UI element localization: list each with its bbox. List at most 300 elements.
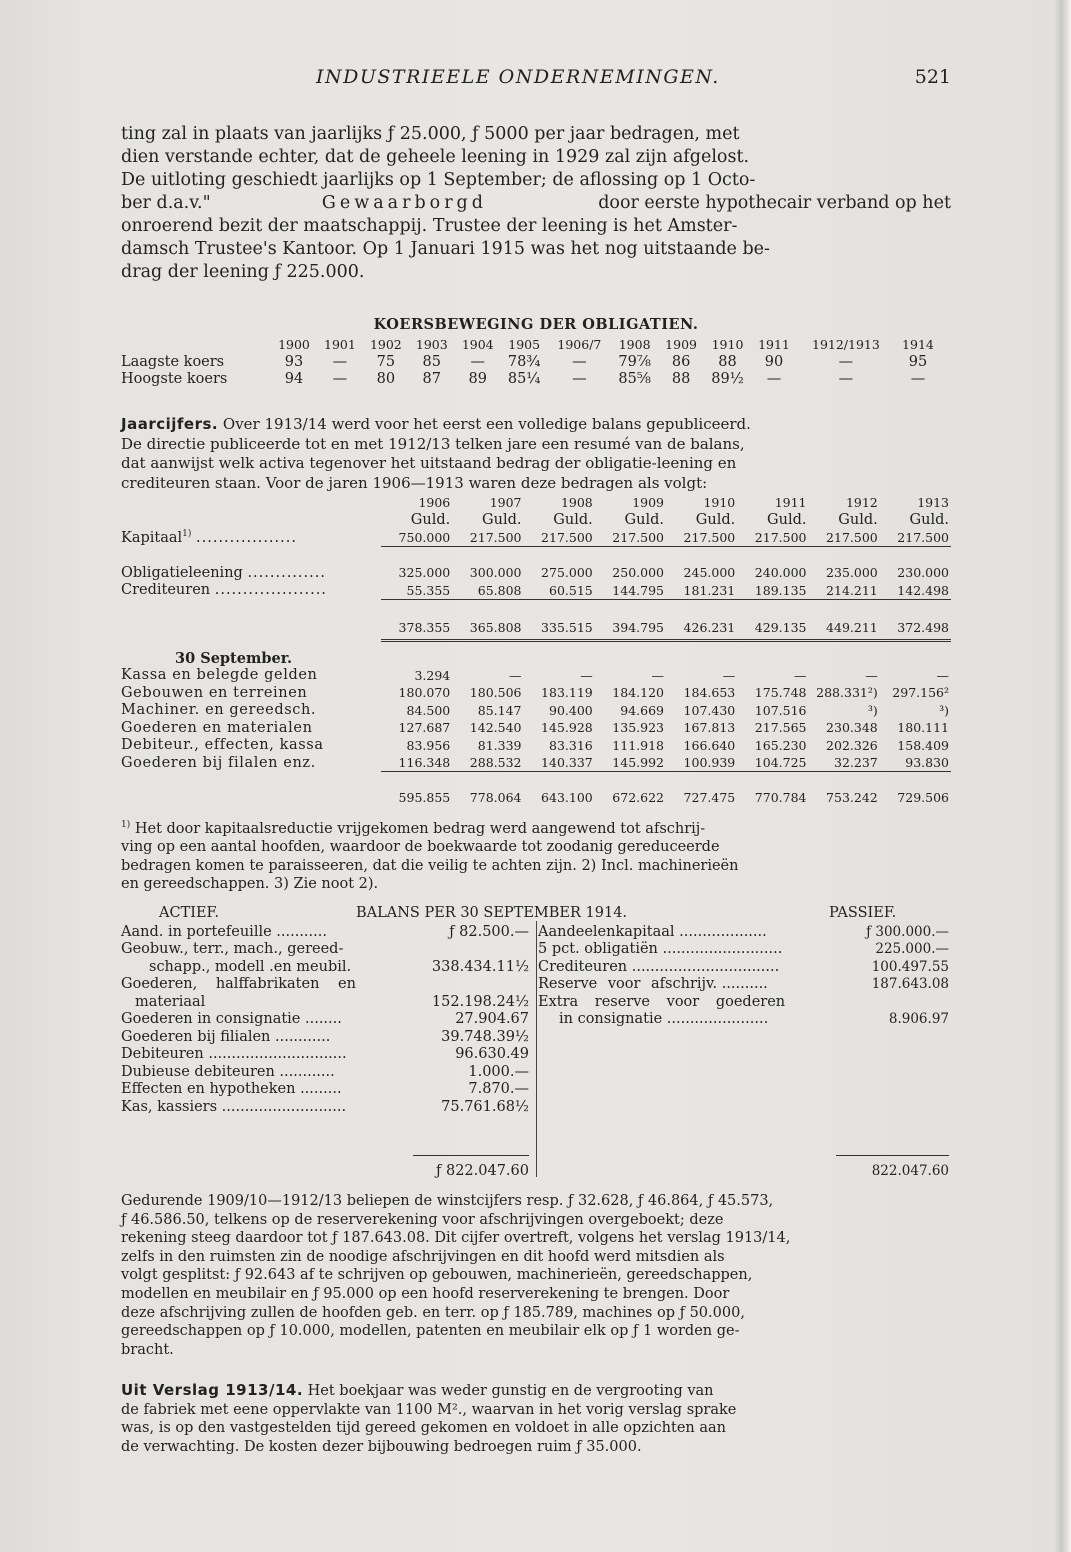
row-label: Crediteuren .................... [121, 582, 327, 599]
koers-cell: — [838, 353, 854, 370]
total-cell: 753.242 [826, 790, 878, 806]
fin-cell: 217.500 [469, 530, 522, 545]
fin-cell: 100.939 [683, 755, 736, 770]
text-line [121, 1381, 951, 1401]
text-line: zelfs in den ruimsten zin de noodige afschrijvingen en dit hoofd werd mitsdien als [121, 1248, 725, 1265]
fin-cell: 127.687 [398, 720, 451, 736]
fin-cell: 111.918 [612, 737, 664, 753]
fin-cell: 55.355 [406, 582, 451, 598]
amount-cell: 1.000.— [468, 1063, 529, 1080]
footnote-1 [121, 816, 951, 838]
row-label: Goederen, halffabrikaten en [121, 976, 356, 993]
fin-cell: 183.119 [541, 685, 593, 701]
koers-cell: — [572, 353, 587, 370]
koers-cell: 85⅝ [618, 370, 651, 387]
year-cell: 1908 [618, 337, 651, 352]
footnote-3: 3) Zie noot 2). [274, 876, 379, 893]
text-line: damsch Trustee's Kantoor. Op 1 Januari 1915 was het nog uitstaande be- [121, 239, 770, 259]
total-cell: 643.100 [541, 790, 593, 806]
spacer-row [119, 599, 951, 617]
total-cell: 429.135 [737, 617, 808, 641]
fin-cell: 325.000 [398, 565, 451, 581]
fin-cell: 135.923 [612, 720, 664, 736]
year-cell: 1904 [461, 337, 494, 352]
text-line: bracht. [121, 1341, 174, 1358]
text-line: ƒ 46.586.50, telkens op de reserverekening voor afschrijvingen overgeboekt; deze [121, 1211, 724, 1228]
passief-row [538, 941, 949, 959]
fin-asset-row [119, 737, 951, 755]
label-text: Aand. in portefeuille [121, 923, 272, 940]
total-cell: 778.064 [469, 790, 522, 806]
text-fragment: ber d.a.v." [121, 193, 211, 213]
amount-cell: 152.198.24½ [431, 993, 529, 1010]
fin-cell: 107.516 [754, 702, 807, 718]
total-cell: 449.211 [809, 617, 880, 641]
fin-cell: — [794, 667, 807, 683]
unit-cell: Guld. [767, 512, 807, 529]
balance-sheet [121, 905, 951, 1179]
unit-cell: Guld. [482, 512, 522, 529]
fin-cell: 140.337 [541, 755, 593, 770]
row-label: 5 pct. obligatiën .......................... [538, 941, 783, 958]
amount-cell: 96.630.49 [455, 1046, 529, 1063]
page-number: 521 [914, 66, 951, 88]
fin-asset-row [119, 719, 951, 737]
fin-cell: — [509, 667, 522, 683]
year-cell: 1909 [632, 495, 664, 511]
row-label: Reserve voor afschrijv. .......... [538, 976, 768, 993]
text-fragment: Het boekjaar was weder gunstig en de vergrooting van [307, 1383, 714, 1399]
fin-sept-row [119, 641, 951, 667]
amount-cell: 225.000.— [875, 941, 949, 958]
koers-cell: 88 [718, 353, 737, 370]
text-line: de fabriek met eene oppervlakte van 1100 M²., waarvan in het vorig verslag sprake [121, 1401, 737, 1418]
text-fragment: en gereedschappen. [121, 876, 270, 893]
fin-cell: 230.348 [826, 720, 878, 736]
koers-header-row [121, 336, 941, 353]
year-cell: 1900 [278, 337, 310, 352]
verslag-paragraph [121, 1381, 951, 1456]
amount-cell: 100.497.55 [871, 958, 949, 975]
fin-cell: 142.540 [469, 720, 522, 736]
passief-row [538, 976, 949, 994]
actief-row [121, 941, 529, 959]
label-text: Aandeelenkapitaal [538, 923, 675, 940]
fin-year-row [119, 494, 951, 512]
text-line: crediteuren staan. Voor de jaren 1906—1913 waren deze bedragen als volgt: [121, 473, 708, 492]
text-line: ving op een aantal hoofden, waardoor de boekwaarde tot zoodanig gereduceerde [121, 839, 720, 856]
row-label: Laagste koers [121, 353, 225, 370]
fin-cell: 217.500 [541, 530, 593, 545]
amount-cell: 7.870.— [468, 1081, 529, 1098]
row-label: Debiteuren .............................. [121, 1046, 347, 1063]
fin-cell: 83.956 [406, 737, 451, 753]
label-text: Dubieuse debiteuren [121, 1063, 275, 1080]
label-text: Effecten en hypotheken [121, 1081, 296, 1098]
fin-row-passiva-total [119, 617, 951, 641]
fin-cell: 81.339 [477, 737, 522, 753]
fin-cell: 275.000 [541, 565, 593, 581]
unit-cell: Guld. [838, 512, 878, 529]
koers-cell: 88 [671, 370, 691, 387]
amount-cell: 8.906.97 [888, 1011, 949, 1028]
koers-cell: 80 [376, 370, 396, 387]
text-line: ting zal in plaats van jaarlijks ƒ 25.000, ƒ 5000 per jaar bedragen, met [121, 124, 740, 144]
fin-cell: 175.748 [754, 685, 807, 701]
fin-cell: 230.000 [897, 565, 949, 581]
winst-paragraph [121, 1192, 951, 1359]
fin-cell: 288.331²) [816, 685, 878, 701]
footnote-mark: 1) [121, 820, 131, 830]
fin-cell: 60.515 [549, 582, 593, 598]
text-line [121, 857, 951, 876]
fin-row-assets-total [119, 789, 951, 807]
year-cell: 1908 [560, 495, 593, 511]
text-line: rekening steeg daardoor tot ƒ 187.643.08. Dit cijfer overtreft, volgens het verslag 1913/14, [121, 1230, 791, 1247]
passief-row [538, 958, 949, 976]
fin-cell: 145.928 [541, 720, 593, 736]
label-text: Crediteuren [121, 582, 211, 599]
row-label: in consignatie ...................... [559, 1011, 769, 1028]
label-text: Kas, kassiers [121, 1098, 218, 1115]
row-label: Goederen en materialen [121, 719, 313, 736]
amount-cell: 187.643.08 [871, 976, 949, 993]
row-label: Aandeelenkapitaal ................... [538, 923, 767, 940]
row-label: Crediteuren ................................ [538, 958, 780, 975]
actief-row [121, 923, 529, 941]
label-text: Reserve voor afschrijv. [538, 976, 718, 993]
text-line [121, 192, 951, 215]
koers-cell: — [910, 370, 926, 387]
koers-title: KOERSBEWEGING DER OBLIGATIEN. [373, 316, 699, 333]
fin-cell: 3.294 [414, 667, 451, 683]
year-cell: 1906 [418, 495, 451, 511]
fin-cell: 166.640 [683, 737, 736, 753]
year-cell: 1910 [711, 337, 744, 352]
text-line: modellen en meubilair en ƒ 95.000 op een hoofd reserverekening te brengen. Door [121, 1285, 730, 1302]
fin-cell: 167.813 [683, 720, 736, 736]
emphasis-text: Gewaarborgd [321, 193, 487, 213]
fin-cell: — [651, 667, 664, 683]
fin-cell: 180.111 [897, 720, 949, 736]
total-cell: 394.795 [595, 617, 666, 641]
koers-cell: 79⅞ [618, 353, 651, 370]
text-line: gereedschappen op ƒ 10.000, modellen, patenten en meubilair elk op ƒ 1 worden ge- [121, 1323, 740, 1340]
passief-table [538, 923, 949, 1028]
passief-row [538, 1011, 949, 1029]
fin-cell: 180.070 [398, 685, 451, 701]
balance-title: BALANS PER 30 SEPTEMBER 1914. [356, 905, 628, 921]
fin-cell: 180.506 [469, 685, 522, 701]
text-fragment: Over 1913/14 werd voor het eerst een volledige balans gepubliceerd. [222, 415, 751, 433]
fin-cell: — [936, 667, 949, 683]
total-rule [836, 1155, 949, 1156]
balance-actief [121, 923, 529, 1179]
year-cell: 1911 [758, 337, 790, 352]
koers-cell: — [838, 370, 854, 387]
koers-table [121, 336, 941, 387]
year-cell: 1911 [774, 495, 807, 511]
fin-cell: 214.211 [826, 582, 878, 598]
row-label: Hoogste koers [121, 370, 228, 387]
label-text: in consignatie [559, 1011, 663, 1028]
row-label: Geobuw., terr., mach., gereed- [121, 941, 344, 958]
fin-row-kapitaal [119, 529, 951, 547]
total-cell: 672.622 [612, 790, 664, 806]
koers-row-laagste [121, 353, 941, 370]
fin-cell: — [722, 667, 736, 683]
total-cell: 365.808 [452, 617, 523, 641]
fin-cell: 217.565 [754, 720, 807, 736]
spacer-row [119, 772, 951, 790]
total-cell: 426.231 [666, 617, 737, 641]
koers-cell: 95 [908, 353, 928, 370]
row-label: Effecten en hypotheken ......... [121, 1081, 342, 1098]
amount-cell: ƒ 82.500.— [449, 923, 529, 940]
actief-row [121, 976, 529, 994]
total-cell: 727.475 [683, 790, 736, 806]
label-text: Goederen bij filialen [121, 1028, 271, 1045]
row-label: Obligatieleening .............. [121, 564, 326, 581]
row-label: Gebouwen en terreinen [121, 684, 308, 701]
amount-cell: 27.904.67 [455, 1011, 529, 1028]
fin-cell: 158.409 [897, 737, 949, 753]
actief-row [121, 1063, 529, 1081]
total-cell: 372.498 [880, 617, 951, 641]
unit-cell: Guld. [410, 512, 451, 529]
text-line: de verwachting. De kosten dezer bijbouwing bedroegen ruim ƒ 35.000. [121, 1438, 642, 1455]
amount-cell: 338.434.11½ [431, 958, 529, 975]
fin-asset-row [119, 754, 951, 772]
fin-asset-row [119, 702, 951, 720]
koers-cell: 78¾ [507, 353, 541, 370]
fin-cell: 288.532 [469, 755, 522, 770]
row-label: Kas, kassiers ........................... [121, 1098, 347, 1115]
koers-cell: 85 [422, 353, 441, 370]
koers-cell: 94 [284, 370, 304, 387]
text-line: volgt gesplitst: ƒ 92.643 af te schrijven op gebouwen, machinerieën, gereedschappen, [121, 1267, 753, 1284]
fin-cell: 217.500 [754, 530, 807, 545]
section-lead: Jaarcijfers. [121, 415, 219, 433]
total-cell: 729.506 [897, 790, 949, 806]
text-line [121, 875, 951, 894]
spacer-row [119, 547, 951, 565]
koers-cell: 75 [376, 353, 396, 370]
fin-cell: ³) [939, 702, 949, 718]
fin-cell: 32.237 [834, 755, 878, 770]
text-line: dien verstande echter, dat de geheele leening in 1929 zal zijn afgelost. [121, 147, 750, 167]
text-line: was, is op den vastgestelden tijd gereed gekomen en voldoet in alle opzichten aan [121, 1420, 726, 1437]
label-text: Crediteuren [538, 958, 628, 975]
total-cell: 378.355 [381, 617, 452, 641]
row-label: Kassa en belegde gelden [121, 667, 318, 684]
section-label: 30 September. [175, 649, 293, 667]
total-cell: 595.855 [398, 790, 451, 806]
fin-cell: 65.808 [477, 582, 522, 598]
fin-cell: 184.653 [683, 685, 736, 701]
unit-cell: Guld. [909, 512, 949, 529]
koers-cell: 85¼ [507, 370, 541, 387]
text-line: deze afschrijving zullen de hoofden geb. en terr. op ƒ 185.789, machines op ƒ 50.000, [121, 1304, 745, 1321]
balance-passief [538, 923, 949, 1179]
actief-row [121, 958, 529, 976]
fin-cell: 240.000 [754, 565, 807, 581]
fin-cell: — [580, 667, 593, 683]
actief-row [121, 993, 529, 1011]
amount-cell [410, 976, 529, 994]
row-label: Kapitaal$^{1)}$ .................. [121, 529, 297, 547]
koers-cell: — [470, 353, 485, 370]
label-text: Debiteuren [121, 1046, 204, 1063]
year-cell: 1914 [902, 337, 934, 352]
fin-cell: 104.725 [754, 755, 807, 770]
passief-row [538, 923, 949, 941]
fin-cell: 181.231 [683, 582, 736, 598]
fin-cell: 85.147 [477, 702, 522, 718]
passief-label: PASSIEF. [829, 905, 897, 921]
unit-cell: Guld. [624, 512, 664, 529]
text-fragment: bedragen komen te paraisseeren, dat die veilig te achten zijn. [121, 857, 577, 874]
year-cell: 1912/1913 [812, 337, 880, 352]
fin-cell: 165.230 [754, 737, 807, 753]
text-line: De uitloting geschiedt jaarlijks op 1 September; de aflossing op 1 Octo- [121, 170, 756, 190]
fin-unit-row [119, 512, 951, 530]
koers-cell: — [332, 353, 348, 370]
fin-cell: 217.500 [826, 530, 878, 545]
fin-cell: 750.000 [398, 530, 451, 545]
row-label: Extra reserve voor goederen [538, 993, 786, 1010]
label-text: Goederen in consignatie [121, 1011, 301, 1028]
fin-row-crediteuren [119, 582, 951, 600]
text-line: De directie publiceerde tot en met 1912/13 telken jare een resumé van de balans, [121, 434, 745, 453]
running-title: INDUSTRIEELE ONDERNEMINGEN. [316, 66, 720, 88]
total-cell: 770.784 [754, 790, 807, 806]
text-line: Gedurende 1909/10—1912/13 beliepen de winstcijfers resp. ƒ 32.628, ƒ 46.864, ƒ 45.573, [121, 1193, 774, 1209]
fin-cell: 297.156² [892, 685, 949, 701]
actief-row [121, 1098, 529, 1116]
year-cell: 1909 [665, 337, 697, 352]
actief-row [121, 1046, 529, 1064]
balance-total-left: ƒ 822.047.60 [436, 1163, 529, 1179]
amount-cell [410, 941, 529, 959]
actief-label: ACTIEF. [159, 905, 219, 921]
fin-cell: ³) [867, 702, 878, 718]
fin-cell: 235.000 [826, 565, 878, 581]
fin-cell: 245.000 [683, 565, 736, 581]
amount-cell: 75.761.68½ [441, 1098, 529, 1115]
koers-cell: 89½ [711, 370, 744, 387]
fin-cell: 184.120 [612, 685, 664, 701]
actief-row [121, 1081, 529, 1099]
text-fragment: Het door kapitaalsreductie vrijgekomen bedrag werd aangewend tot afschrij- [134, 820, 706, 837]
text-fragment: door eerste hypothecair verband op het [598, 193, 951, 213]
actief-row [121, 1011, 529, 1029]
footnote-2: 2) Incl. machinerieën [581, 857, 739, 874]
fin-cell: 83.316 [549, 737, 593, 753]
fin-cell: 145.992 [612, 755, 664, 770]
fin-cell: 84.500 [406, 702, 451, 718]
fin-cell: 217.500 [897, 530, 949, 545]
unit-cell: Guld. [553, 512, 593, 529]
fin-cell: 107.430 [683, 702, 736, 718]
label-text: 5 pct. obligatiën [538, 941, 658, 958]
koers-cell: 93 [284, 353, 304, 370]
year-cell: 1902 [369, 337, 402, 352]
row-label: Aand. in portefeuille ........... [121, 923, 327, 940]
total-rule [413, 1155, 529, 1156]
text-line: dat aanwijst welk activa tegenover het uitstaand bedrag der obligatie-leening en [121, 454, 737, 472]
year-cell: 1906/7 [557, 337, 602, 352]
amount-cell: ƒ 300.000.— [866, 923, 949, 940]
actief-table [121, 923, 529, 1116]
row-label: schapp., modell .en meubil. [149, 958, 352, 975]
intro-paragraph [121, 123, 951, 284]
fin-cell: 189.135 [754, 582, 807, 598]
passief-row [538, 993, 949, 1011]
fin-cell: 116.348 [398, 755, 451, 770]
row-label: Dubieuse debiteuren ............ [121, 1063, 335, 1080]
koers-cell: 90 [764, 353, 784, 370]
amount-cell: 39.748.39½ [441, 1028, 529, 1045]
financial-table [119, 494, 951, 807]
fin-asset-row [119, 667, 951, 685]
fin-cell: 217.500 [683, 530, 736, 545]
koers-cell: 87 [422, 370, 441, 387]
fin-cell: — [865, 667, 878, 683]
jaarcijfers-paragraph [121, 415, 951, 493]
row-label: materiaal [135, 993, 206, 1010]
fin-row-obligatie [119, 564, 951, 582]
koers-cell: 89 [468, 370, 487, 387]
year-cell: 1910 [703, 495, 736, 511]
row-label: Debiteur., effecten, kassa [121, 737, 324, 754]
row-label: Goederen bij filialen ............ [121, 1028, 331, 1045]
row-label: Machiner. en gereedsch. [121, 702, 317, 719]
page-header [121, 66, 951, 94]
unit-cell: Guld. [695, 512, 736, 529]
column-divider [536, 921, 537, 1177]
fin-cell: 217.500 [612, 530, 664, 545]
total-cell: 335.515 [524, 617, 595, 641]
year-cell: 1913 [917, 495, 949, 511]
koers-cell: — [332, 370, 348, 387]
footnotes [121, 816, 951, 894]
fin-cell: 94.669 [620, 702, 664, 718]
label-text: Obligatieleening [121, 564, 243, 581]
text-line [121, 415, 951, 435]
label-text: Kapitaal [121, 530, 183, 547]
fin-cell: 93.830 [905, 755, 949, 770]
year-cell: 1901 [324, 337, 356, 352]
koers-cell: — [766, 370, 782, 387]
koers-section [121, 316, 951, 387]
koers-cell: — [572, 370, 587, 387]
year-cell: 1905 [508, 337, 541, 352]
actief-row [121, 1028, 529, 1046]
amount-cell [846, 993, 949, 1011]
fin-cell: 202.326 [826, 737, 878, 753]
koers-row-hoogste [121, 370, 941, 387]
section-lead: Uit Verslag 1913/14. [121, 1381, 304, 1399]
footnote-mark: 1) [182, 529, 192, 540]
fin-cell: 142.498 [897, 582, 949, 598]
year-cell: 1912 [845, 495, 878, 511]
year-cell: 1903 [415, 337, 448, 352]
row-label: Goederen in consignatie ........ [121, 1011, 342, 1028]
koers-cell: 86 [671, 353, 691, 370]
fin-asset-row [119, 684, 951, 702]
fin-cell: 300.000 [469, 565, 522, 581]
